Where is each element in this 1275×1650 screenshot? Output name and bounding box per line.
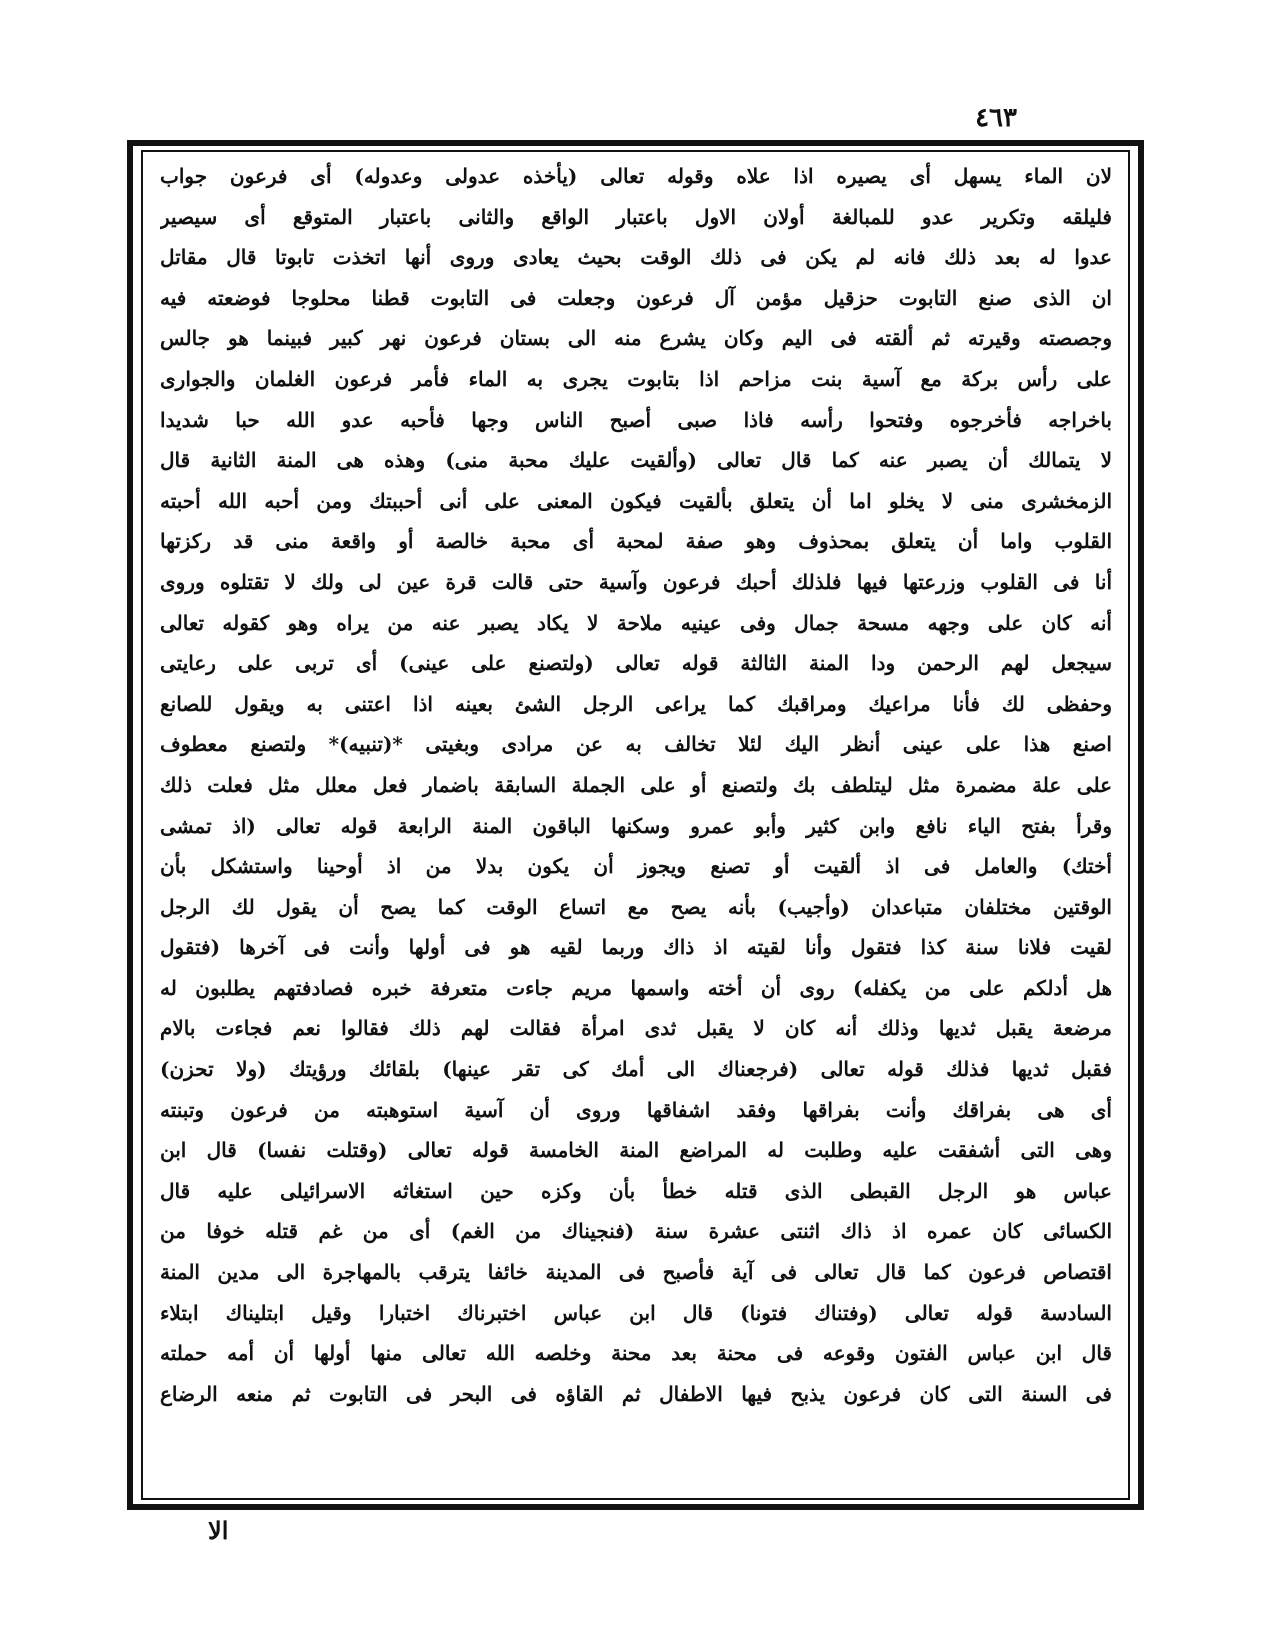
text-line: باخراجه فأخرجوه وفتحوا رأسه فاذا صبى أصبح الناس وجها فأحبه عدو الله حبا شديدا (160, 407, 1112, 432)
text-line: وجصصته وقيرته ثم ألقته فى اليم وكان يشرع منه الى بستان فرعون نهر كبير فبينما هو جالس (160, 326, 1112, 351)
text-line: وحفظى لك فأنا مراعيك ومراقبك كما يراعى الرجل الشئ بعينه اذا اعتنى به ويقول للصانع (160, 691, 1112, 716)
text-line: سيجعل لهم الرحمن ودا المنة الثالثة قوله تعالى (ولتصنع على عينى) أى تربى على رعايتى (160, 651, 1112, 676)
text-line: فليلقه وتكرير عدو للمبالغة أولان الاول باعتبار الواقع والثانى باعتبار المتوقع أى سيصير (160, 204, 1112, 229)
text-line: أى هى بفراقك وأنت بفراقها وفقد اشفاقها وروى أن آسية استوهبته من فرعون وتبنته (160, 1097, 1112, 1122)
text-line: فى السنة التى كان فرعون يذبح فيها الاطفال ثم القاؤه فى البحر فى التابوت ثم منعه الرضاع (160, 1381, 1112, 1406)
page-number: ٤٦٣ (975, 103, 1017, 133)
text-line: على رأس بركة مع آسية بنت مزاحم اذا بتابوت يجرى به الماء فأمر فرعون الغلمان والجوارى (160, 366, 1112, 391)
text-line: قال ابن عباس الفتون وقوعه فى محنة بعد محنة وخلصه الله تعالى منها أولها أن أمه حملته (160, 1341, 1112, 1366)
text-line: اقتصاص فرعون كما قال تعالى فى آية فأصبح فى المدينة خائفا يترقب بالمهاجرة الى مدين المنة (160, 1260, 1112, 1285)
text-line: لا يتمالك أن يصبر عنه كما قال تعالى (وألقيت عليك محبة منى) وهذه هى المنة الثانية قال (160, 448, 1112, 473)
text-line: لان الماء يسهل أى يصيره اذا علاه وقوله تعالى (يأخذه عدولى وعدوله) أى فرعون جواب (160, 164, 1112, 188)
text-line: وقرأ بفتح الياء نافع وابن كثير وأبو عمرو وسكنها الباقون المنة الرابعة قوله تعالى (اذ تمشى (160, 813, 1112, 838)
text-line: الكسائى كان عمره اذ ذاك اثنتى عشرة سنة (فنجيناك من الغم) أى من غم قتله خوفا من (160, 1219, 1112, 1244)
text-line (160, 1455, 1112, 1496)
text-line: أنا فى القلوب وزرعتها فيها فلذلك أحبك فرعون وآسية حتى قالت قرة عين لى ولك لا تقتلوه وروى (160, 569, 1112, 594)
text-line: السادسة قوله تعالى (وفتناك فتونا) قال ابن عباس اختبرناك اختبارا وقيل ابتليناك ابتلاء (160, 1300, 1112, 1325)
text-line: ان الذى صنع التابوت حزقيل مؤمن آل فرعون وجعلت فى التابوت قطنا محلوجا فوضعته فيه (160, 285, 1112, 310)
text-line: أختك) والعامل فى اذ ألقيت أو تصنع ويجوز أن يكون بدلا من اذ أوحينا واستشكل بأن (160, 854, 1112, 879)
text-line: الزمخشرى منى لا يخلو اما أن يتعلق بألقيت فيكون المعنى على أنى أحببتك ومن أحبه الله أحبته (160, 488, 1112, 513)
text-line: أنه كان على وجهه مسحة جمال وفى عينيه ملاحة لا يكاد يصبر عنه من يراه وهو كقوله تعالى (160, 610, 1112, 635)
text-line: مرضعة يقبل ثديها وذلك أنه كان لا يقبل ثدى امرأة فقالت لهم ذلك فقالوا نعم فجاءت بالام (160, 1016, 1112, 1041)
text-line: وهى التى أشفقت عليه وطلبت له المراضع المنة الخامسة قوله تعالى (وقتلت نفسا) قال ابن (160, 1138, 1112, 1163)
text-line: لقيت فلانا سنة كذا فتقول وأنا لقيته اذ ذاك وربما لقيه هو فى أولها وأنت فى آخرها (فتقول (160, 935, 1112, 960)
catchword: الا (208, 1516, 229, 1545)
text-line: عدوا له بعد ذلك فانه لم يكن فى ذلك الوقت بحيث يعادى وروى أنها اتخذت تابوتا قال مقاتل (160, 245, 1112, 270)
text-line: فقبل ثديها فذلك قوله تعالى (فرجعناك الى أمك كى تقر عينها) بلقائك ورؤيتك (ولا تحزن) (160, 1057, 1112, 1082)
text-line: هل أدلكم على من يكفله) روى أن أخته واسمها مريم جاءت متعرفة خبره فصادفتهم يطلبون له (160, 975, 1112, 1000)
text-line: القلوب واما أن يتعلق بمحذوف وهو صفة لمحبة أى محبة خالصة أو واقعة منى قد ركزتها (160, 529, 1112, 554)
text-line: على علة مضمرة مثل ليتلطف بك ولتصنع أو على الجملة السابقة باضمار فعل معلل مثل فعلت ذلك (160, 772, 1112, 797)
main-text-block (160, 156, 1112, 1496)
text-line (160, 1414, 1112, 1455)
text-line: عباس هو الرجل القبطى الذى قتله خطأ بأن وكزه حين استغاثه الاسرائيلى عليه قال (160, 1178, 1112, 1203)
text-line: اصنع هذا على عينى أنظر اليك لئلا تخالف به عن مرادى وبغيتى *(تنبيه)* ولتصنع معطوف (160, 732, 1112, 757)
text-line: الوقتين مختلفان متباعدان (وأجيب) بأنه يصح مع اتساع الوقت كما يصح أن يقول لك الرجل (160, 894, 1112, 919)
